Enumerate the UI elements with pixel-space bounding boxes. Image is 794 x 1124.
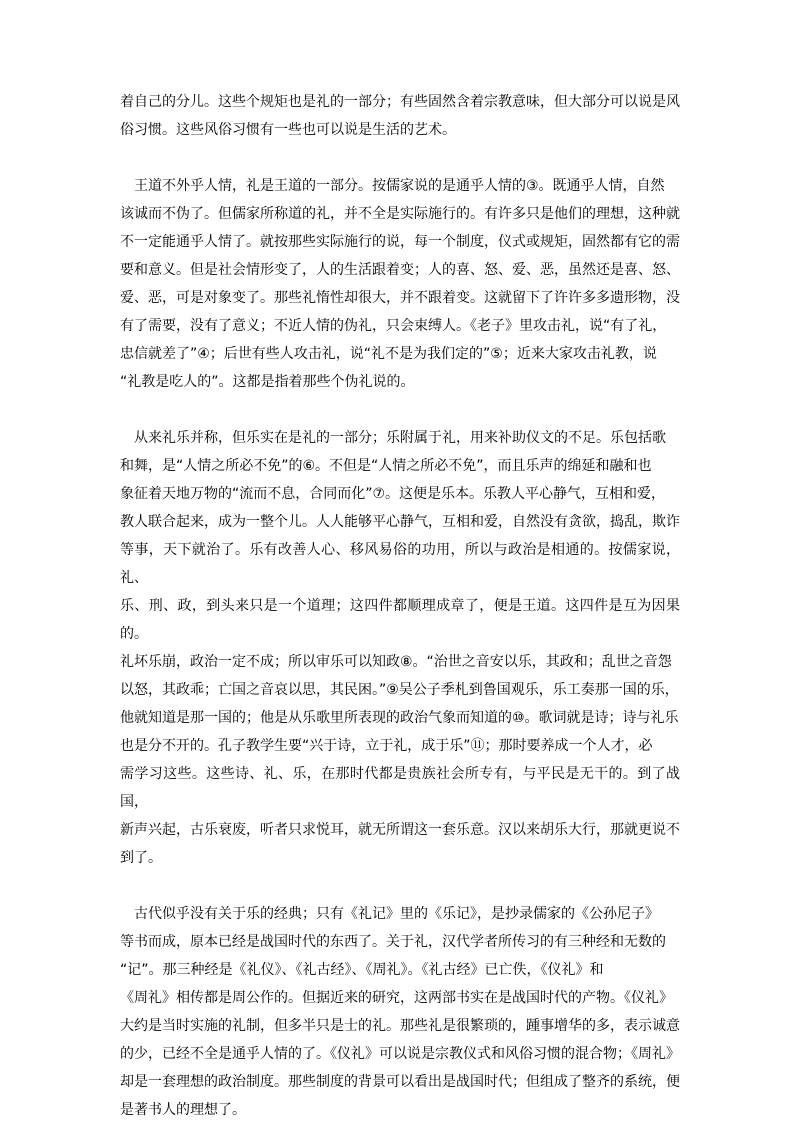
text-line: 他就知道是那一国的；他是从乐歌里所表现的政治气象而知道的⑩。歌词就是诗；诗与礼乐 <box>120 710 679 726</box>
text-line: 需学习这些。这些诗、礼、乐，在那时代都是贵族社会所专有，与平民是无干的。到了战国， <box>120 766 680 810</box>
text-line: 王道不外乎人情，礼是王道的一部分。按儒家说的是通乎人情的③。既通乎人情，自然 <box>134 178 665 194</box>
text-line: 到了。 <box>120 850 162 866</box>
text-line: 着自己的分儿。这些个规矩也是礼的一部分；有些固然含着宗教意味，但大部分可以说是风 <box>120 94 680 110</box>
text-line: “记”。那三种经是《礼仪》、《礼古经》、《周礼》。《礼古经》已亡佚，《仪礼》和 <box>120 962 604 978</box>
text-line: “礼教是吃人的”。这都是指着那些个伪礼说的。 <box>120 374 415 390</box>
text-line: 大约是当时实施的礼制，但多半只是士的礼。那些礼是很繁琐的，踵事增华的多，表示诚意 <box>120 1018 680 1034</box>
text-line: 乐、刑、政，到头来只是一个道理；这四件都顺理成章了，便是王道。这四件是互为因果的。 <box>120 598 680 642</box>
paragraph-spacer <box>120 396 680 424</box>
paragraph-1 <box>120 88 680 144</box>
text-line: 等事，天下就治了。乐有改善人心、移风易俗的功用，所以与政治是相通的。按儒家说，礼、 <box>120 542 680 586</box>
paragraph-3 <box>120 424 680 872</box>
text-line: 有了需要，没有了意义；不近人情的伪礼，只会束缚人。《老子》里攻击礼，说“有了礼， <box>120 318 667 334</box>
text-line: 《周礼》相传都是周公作的。但据近来的研究，这两部书实在是战国时代的产物。《仪礼》 <box>120 990 673 1006</box>
text-line: 要和意义。但是社会情形变了，人的生活跟着变；人的喜、怒、爱、恶，虽然还是喜、怒、 <box>120 262 680 278</box>
paragraph-spacer <box>120 144 680 172</box>
text-line: 象征着天地万物的“流而不息，合同而化”⑦。这便是乐本。乐教人平心静气，互相和爱， <box>120 486 666 502</box>
text-line: 俗习惯。这些风俗习惯有一些也可以说是生活的艺术。 <box>120 122 456 138</box>
text-line: 却是一套理想的政治制度。那些制度的背景可以看出是战国时代；但组成了整齐的系统，便 <box>120 1074 680 1090</box>
text-line: 新声兴起，古乐衰废，听者只求悦耳，就无所谓这一套乐意。汉以来胡乐大行，那就更说不 <box>120 822 680 838</box>
text-line: 该诚而不伪了。但儒家所称道的礼，并不全是实际施行的。有许多只是他们的理想，这种就 <box>120 206 680 222</box>
text-line: 从来礼乐并称，但乐实在是礼的一部分；乐附属于礼，用来补助仪文的不足。乐包括歌 <box>134 430 666 446</box>
paragraph-2 <box>120 172 680 396</box>
paragraph-4 <box>120 900 680 1124</box>
text-line: 和舞，是“人情之所必不免”的⑥。不但是“人情之所必不免”，而且乐声的绵延和融和也 <box>120 458 652 474</box>
text-line: 教人联合起来，成为一整个儿。人人能够平心静气，互相和爱，自然没有贪欲，捣乱，欺诈 <box>120 514 680 530</box>
text-line: 是著书人的理想了。 <box>120 1102 246 1118</box>
text-line: 忠信就差了”④；后世有些人攻击礼，说“礼不是为我们定的”⑤；近来大家攻击礼教，说 <box>120 346 657 362</box>
text-line: 古代似乎没有关于乐的经典；只有《礼记》里的《乐记》，是抄录儒家的《公孙尼子》 <box>134 906 659 922</box>
document-body <box>120 88 680 1124</box>
text-line: 不一定能通乎人情了。就按那些实际施行的说，每一个制度，仪式或规矩，固然都有它的需 <box>120 234 680 250</box>
text-line: 也是分不开的。孔子教学生要“兴于诗，立于礼，成于乐”⑪；那时要养成一个人才，必 <box>120 738 653 754</box>
text-line: 的少，已经不全是通乎人情的了。《仪礼》可以说是宗教仪式和风俗习惯的混合物；《周礼》 <box>120 1046 680 1062</box>
text-line: 等书而成，原本已经是战国时代的东西了。关于礼，汉代学者所传习的有三种经和无数的 <box>120 934 666 950</box>
text-line: 以怒，其政乖；亡国之音哀以思，其民困。”⑨吴公子季札到鲁国观乐，乐工奏那一国的乐， <box>120 682 679 698</box>
paragraph-spacer <box>120 872 680 900</box>
text-line: 礼坏乐崩，政治一定不成；所以审乐可以知政⑧。“治世之音安以乐，其政和；乱世之音怨 <box>120 654 672 670</box>
text-line: 爱、恶，可是对象变了。那些礼惰性却很大，并不跟着变。这就留下了许许多多遗形物，没 <box>120 290 680 306</box>
